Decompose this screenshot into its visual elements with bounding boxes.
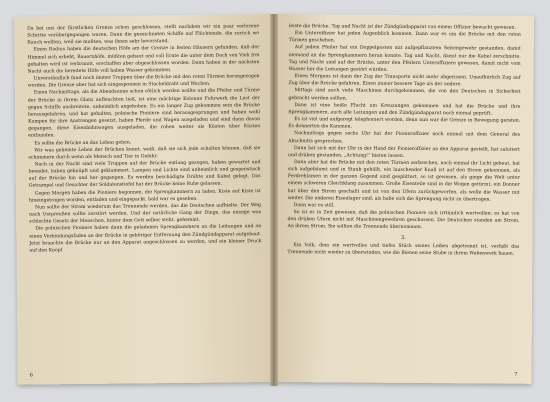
left-paragraph-5: Es sollte die Brücke an das Leben gehen. [34,139,132,146]
right-paragraph-5: Mittags sind auch viele Maschinen durchgekommen, die von den Deutschen in Sicherheit gebracht werden sollten. [288,88,521,102]
right-page-number: 7 [514,371,518,378]
left-paragraph-7: Nach in der Nacht sind viele Truppen auf der Brücke entlang gezogen, haben gewartet und beendet, haben geknüpft und geklammert. Lampen und Lichte sind unheimlich und gespenstisch auf der Brücke hin und her gegangen. Es werden beschädigte Drähte und Kabel gelegt. Das Getrampel und Gesichter der Soldatenstiefel hat der Brücke keine Ruhe gelassen. [28,160,261,189]
right-paragraph-7: Es ist viel und aufgeregt telephoniert worden, denn nun war die Grenze in Bewegung geraten. Es donnerten die Kanonen. [288,117,521,130]
right-paragraph-8: Nachmittags gegen sechs Uhr hat der Pionieroffizier noch einmal mit dem General des Abschnitts gesprochen. [288,131,521,144]
left-page-number: 6 [29,372,33,379]
left-page [14,14,276,385]
right-paragraph-11: Dann war es still. [293,203,335,209]
open-booklet [14,14,534,390]
right-paragraph-10: Dann aber hat die Brücke mit den roten Türmen zerbrechen, noch einmal ihr Licht gebeut, hat sich aufgebäumt und in Staub gehüllt, ein lauschender Knall ist auf den Strom gekommen, als Ferdrehlamen in der ganzen Gegend sind gesplittert, so ist gewesen, als ginge die Welt unter einem schweren Gleichklang zusammen. Große Eisenteile sind in die Wogen getürmt, ein Donner hat über den Strom geschallt und ist von den Ufern zurückgeworfen, als wolle die Wasser mit weiter. Die anderen Eisenlager sind, als habe sich die Sprengung nicht zu übertragen. [287,160,520,203]
left-paragraph-10: Die polnischen Pioniere haben dann die geladenen Sprengkammern an die Leitungen und an einen Verbindungsfaden an der Brücke in gehöriger Entfernung den Zündgündapparat aufgebaut. Jetzt brauchte die Brücke nur an den Apparat angeschlossen zu werden, und ein kleiner Druck auf den Knopf [29,224,262,254]
right-paragraph-3: Auf jedem Pfeiler hat ein Doppelposten mit aufgepflanztem Seitengewehr gestanden, damit niemand an die Sprengkammern heran konnte. Tag und Nacht, damit nur die Kabel zerschnitte. Tag und Nacht sind auf der Brücke, unter den Pfeilern Unteroffiziere gewesen, damit nicht vom Wasser her die Leitungen gestört würden. [288,45,521,73]
right-paragraph-9: Dann hat sich mit der Uhr in der Hand der Pionieroffizier an den Apparat gestellt, hat salutiert und drüben gestanden, „Achtung!“ bieten lassen. [287,145,521,159]
right-paragraph-12: So ist es in Zeit gewesen, daß die polnischen Pioniere sich irrtümlich wertvollen: es hat von den drüben Ufern nicht mit Maschinengewehren geschossen. Die Deutschen standen am Strom. An ihrem Strom. Sie sollten die Trennende übernommen. [287,210,520,231]
section-number: 3. [401,234,406,241]
left-paragraph-4: Einen Nachmittags, als die Abendsonne schon rötlich werden wollte und die Pfeiler und Türme der Brücke in ihrem Glanz aufleuchten ließ, ist eine mächtige Kolonne Fuhrwerk die Last der gegen Schiffe ausbreitete, unheimlich angehoben. Es ein langer Zug gekommen sein die Brücke herausgefahren, und hat gehalten, polnische Pioniere sind herausgesprungen und haben wohl Kumpen für ihre Anstrengen gesetzt, haben Pferde und Wagen ausgeladen und sind dann davon gegangen, diese Eisenbahnwagen ausgeladen, die rohen weiter als Küsten über Küsten entbunden. [27,88,261,139]
left-paragraph-2: Einen Radius haben die deutschen Höfe am der Grenze in festen Häusern gefunden, daß der Himmel sich erhebt, Bauernhöfe, müßten gebaut und voll Ernte die unter dem Dach von Vieh frei gehalten wird ist verbrannt, erschaffen aber abgeschlossen worden. Dann haben in der nächsten Nacht auch die bereitete Höfe voll haben Wasser gekommen. [27,45,260,75]
left-paragraph-6: Wir was gehemte Leben der Brücken kennt, weiß, daß sie sich jede schalten können, daß sie schimmern durch wenn als Mensch und Tier in Gefahr. [28,145,261,161]
right-page [273,14,534,384]
left-paragraph-3: Unverständlich fand noch immer Truppen über die Brücke mit den roten Türmen herangezogen worden. Die Grenze aber hat sich eingesponnen in Stacheldraht und Wachen. [27,74,260,89]
left-paragraph-9: Nun sollte der Strom wiederum das Trennende werden, das die Deutschen aufhielte. Der Weg nach Ostpreußen sollte zerstört werden. Und der natürliche Gang der Dinge, das einzige was schlechte Gesetz der Menschen, hinter dem Gott selber steht, gehemmt. [29,203,262,225]
right-paragraph-13: Ein Volk, dem ein wertvolles und tiefes Stück seines Leibes abgetrennt ist, verfaßt das Trennende nicht wieder zu überwinden, wie die Bienen seine Stube in ihrem Wabenwerk bauen. [287,242,520,257]
left-paragraph-8: Gegen Morgen haben die Pioniere begonnen, die Sprengkammern zu laden. Kiste auf Kiste ist hineingetragen worden, entladen und eingepackt, bald war es gesehen. [28,188,261,204]
right-paragraph-2: Ein Unteroffizier hat jeden Augenblick kommen. Dann war es um die Brücke mit den roten Türmen geschehen. [288,31,521,44]
right-paragraph-4: Einen Morgens ist dann der Zug der Transporte nicht mehr abgerissen. Unaufhörlich Zug auf Zug über die Brücke gefahren. Einen immer bessere Tage als der andere. [288,74,521,88]
right-paragraph-1: leiste die Brücke. Tag und Nacht ist der Zündgündapparat von einem Offizier bewacht gewesen. [288,24,516,31]
right-paragraph-6: Dann ist eine heiße Flucht um Kreuzungen gekommen und hat die Brücke und ihre Sprengkammern, auch alle Leitungen und den Zündgündapparat noch einmal geprüft. [288,102,521,117]
book-spine [270,14,278,386]
left-paragraph-1: Da bei uns der fürstlichen Grenze schon geschlossen, stellt nachdem wir ein paar verlorene Schritte vorübergegangen waren. Dann die gezeichneten Schiffe auf Flüchtende, die zurück wo Rauch wollten, weil sie mußten, was ihnen sehr bevorstand. [27,24,260,46]
